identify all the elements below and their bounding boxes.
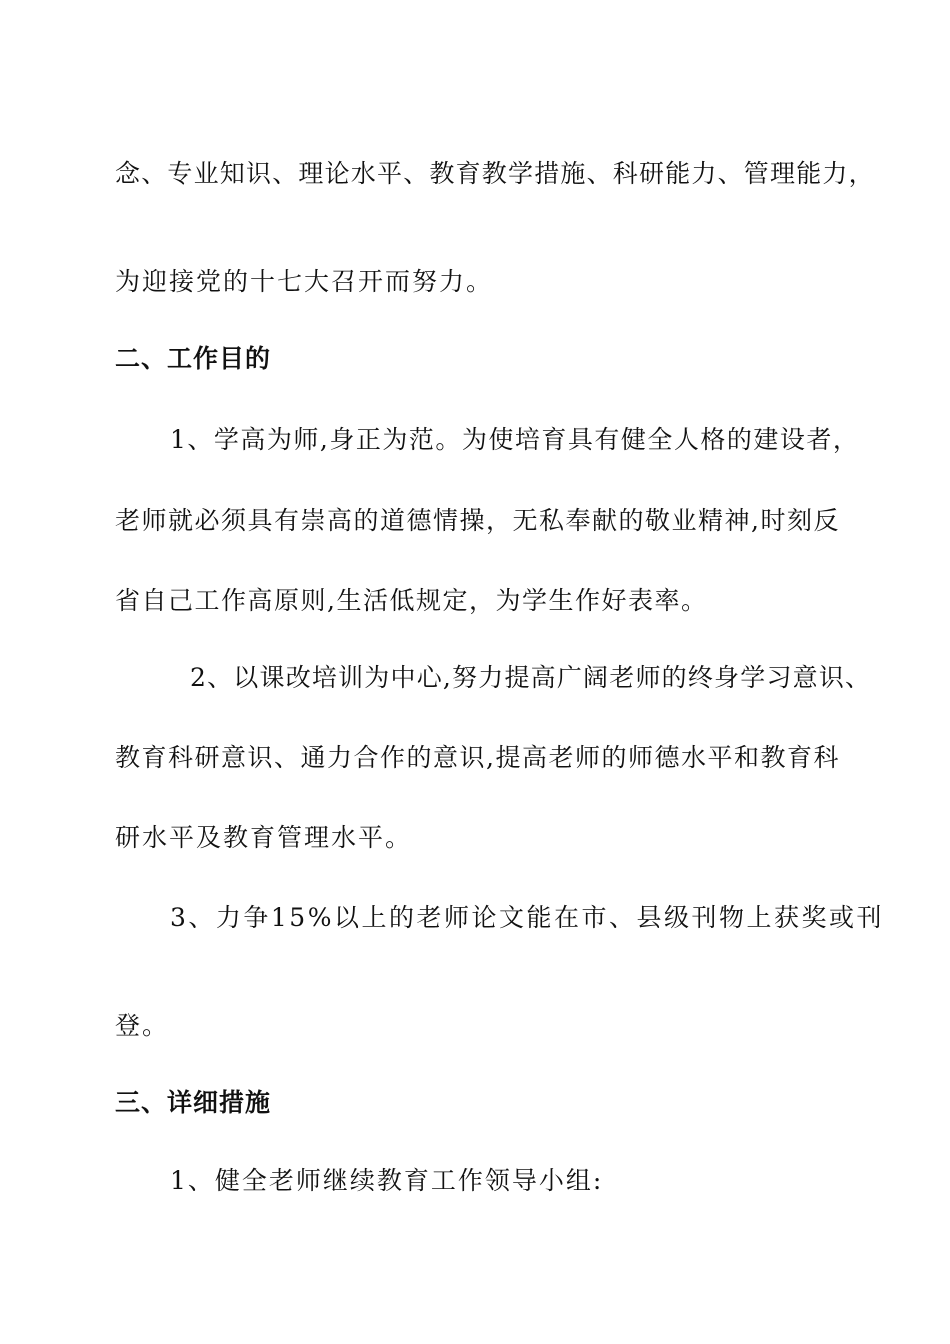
section-heading-measures: 三、详细措施	[115, 1088, 272, 1117]
paragraph-line: 老师就必须具有崇高的道德情操，无私奉献的敬业精神,时刻反	[115, 506, 840, 535]
paragraph-line: 教育科研意识、通力合作的意识,提高老师的师德水平和教育科	[115, 743, 840, 772]
paragraph-line: 2、以课改培训为中心,努力提高广阔老师的终身学习意识、	[190, 663, 872, 692]
paragraph-line: 研水平及教育管理水平。	[115, 823, 413, 852]
paragraph-line: 3、力争15%以上的老师论文能在市、县级刊物上获奖或刊	[170, 903, 884, 932]
paragraph-line: 1、学高为师,身正为范。为使培育具有健全人格的建设者，	[170, 425, 860, 454]
paragraph-line: 省自己工作高原则,生活低规定，为学生作好表率。	[115, 586, 708, 615]
paragraph-line: 念、专业知识、理论水平、教育教学措施、科研能力、管理能力，	[115, 159, 875, 188]
section-heading-goals: 二、工作目的	[115, 344, 272, 373]
paragraph-line: 1、健全老师继续教育工作领导小组:	[170, 1166, 604, 1195]
paragraph-line: 登。	[115, 1011, 170, 1040]
paragraph-line: 为迎接党的十七大召开而努力。	[115, 267, 494, 296]
